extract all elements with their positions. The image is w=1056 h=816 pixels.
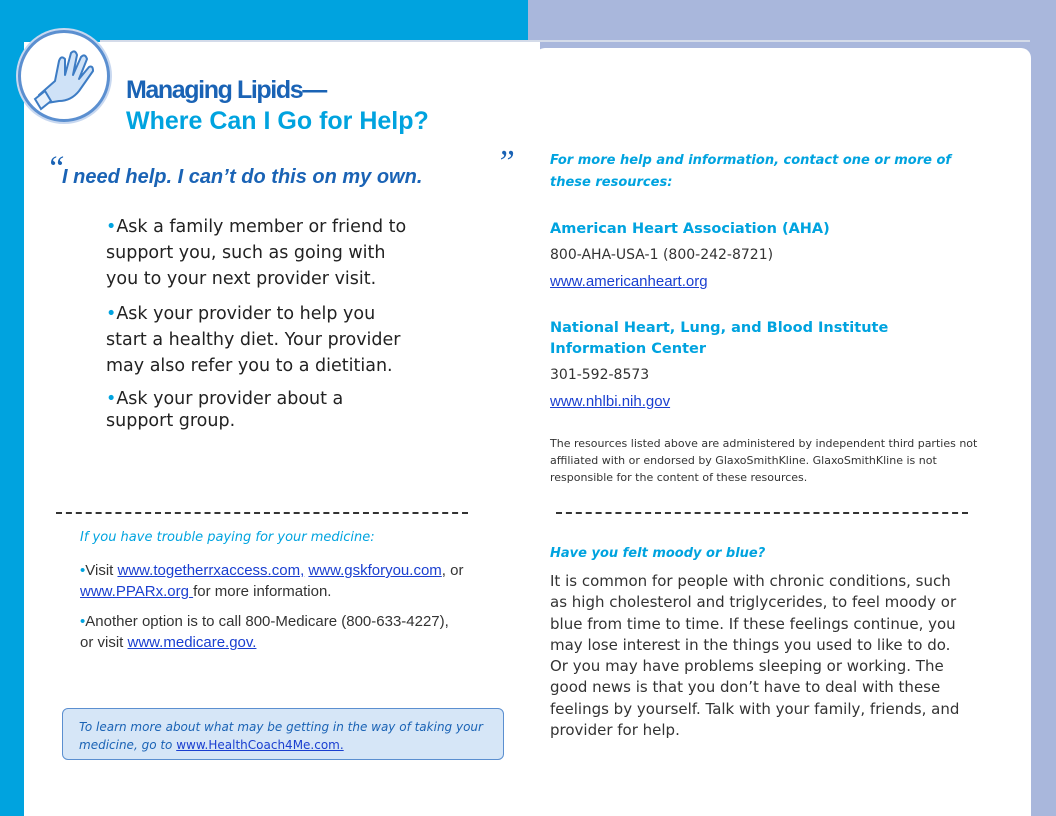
bullet-marker: •	[80, 613, 86, 630]
togetherrx-link[interactable]: www.togetherrxaccess.com,	[117, 562, 305, 579]
close-quote-mark: ”	[496, 144, 515, 181]
aha-name: American Heart Association (AHA)	[550, 221, 830, 237]
mood-heading: Have you felt moody or blue?	[550, 546, 766, 561]
bullet-marker: •	[106, 217, 117, 237]
bullet-text: Ask your provider to help you start a healthy diet. Your provider may also refer you to a dietitian.	[106, 304, 401, 376]
payment-heading: If you have trouble paying for your medicine:	[80, 530, 375, 545]
resources-intro: For more help and information, contact one or more of these resources:	[550, 153, 952, 190]
left-dashed-divider	[56, 512, 468, 514]
open-quote-mark: “	[46, 150, 65, 187]
help-quote: I need help. I can’t do this on my own.	[62, 166, 423, 188]
payment-text: Visit	[85, 562, 118, 579]
list-item	[106, 301, 416, 379]
list-item	[106, 388, 416, 432]
bullet-marker: •	[106, 304, 117, 324]
payment-text: for more information.	[193, 583, 332, 600]
healthcoach-link[interactable]: www.HealthCoach4Me.com.	[176, 738, 344, 752]
bullet-marker: •	[106, 389, 117, 409]
payment-list	[80, 560, 464, 662]
mood-body: It is common for people with chronic conditions, such as high cholesterol and triglycerides, to feel moody or blue from time to time. If these feelings continue, you may lose interest in the things you used to like to do. Or you may have problems sleeping or working. The good news is that you don’t have to deal with these feelings by yourself. Talk with your family, friends, and provider for help.	[550, 572, 960, 740]
nhlbi-name: National Heart, Lung, and Blood Institute Information Center	[550, 320, 889, 357]
top-divider-rule	[100, 40, 1030, 42]
bullet-text: Ask a family member or friend to support you, such as going with you to your next provider visit.	[106, 217, 407, 289]
medicare-link[interactable]: www.medicare.gov.	[127, 634, 257, 651]
glove-hand-icon	[18, 30, 110, 122]
gskforyou-link[interactable]: www.gskforyou.com	[308, 562, 442, 579]
list-item	[80, 611, 464, 653]
payment-text: Another option is to call 800-Medicare (800-633-4227), or visit	[80, 613, 449, 651]
aha-link[interactable]: www.americanheart.org	[550, 273, 708, 290]
learn-more-text: To learn more about what may be getting in the way of taking your medicine, go to	[79, 720, 483, 752]
right-dashed-divider	[556, 512, 968, 514]
help-bullet-list	[106, 214, 416, 441]
list-item	[80, 560, 464, 602]
nhlbi-phone: 301-592-8573	[550, 367, 650, 383]
nhlbi-link[interactable]: www.nhlbi.nih.gov	[550, 393, 671, 410]
page-title: Managing Lipids—	[126, 76, 326, 104]
learn-more-callout	[62, 708, 504, 760]
bullet-text: Ask your provider about a support group.	[106, 389, 344, 431]
bullet-marker: •	[80, 562, 86, 579]
list-item	[106, 214, 416, 292]
resources-disclaimer: The resources listed above are administered by independent third parties not affiliated with or endorsed by GlaxoSmithKline. GlaxoSmithKline is not responsible for the content of these resources.	[550, 437, 978, 484]
aha-phone: 800-AHA-USA-1 (800-242-8721)	[550, 247, 774, 263]
pparx-link[interactable]: www.PPARx.org	[80, 583, 194, 600]
separator-text: , or	[441, 562, 464, 579]
page-subtitle: Where Can I Go for Help?	[126, 107, 429, 135]
